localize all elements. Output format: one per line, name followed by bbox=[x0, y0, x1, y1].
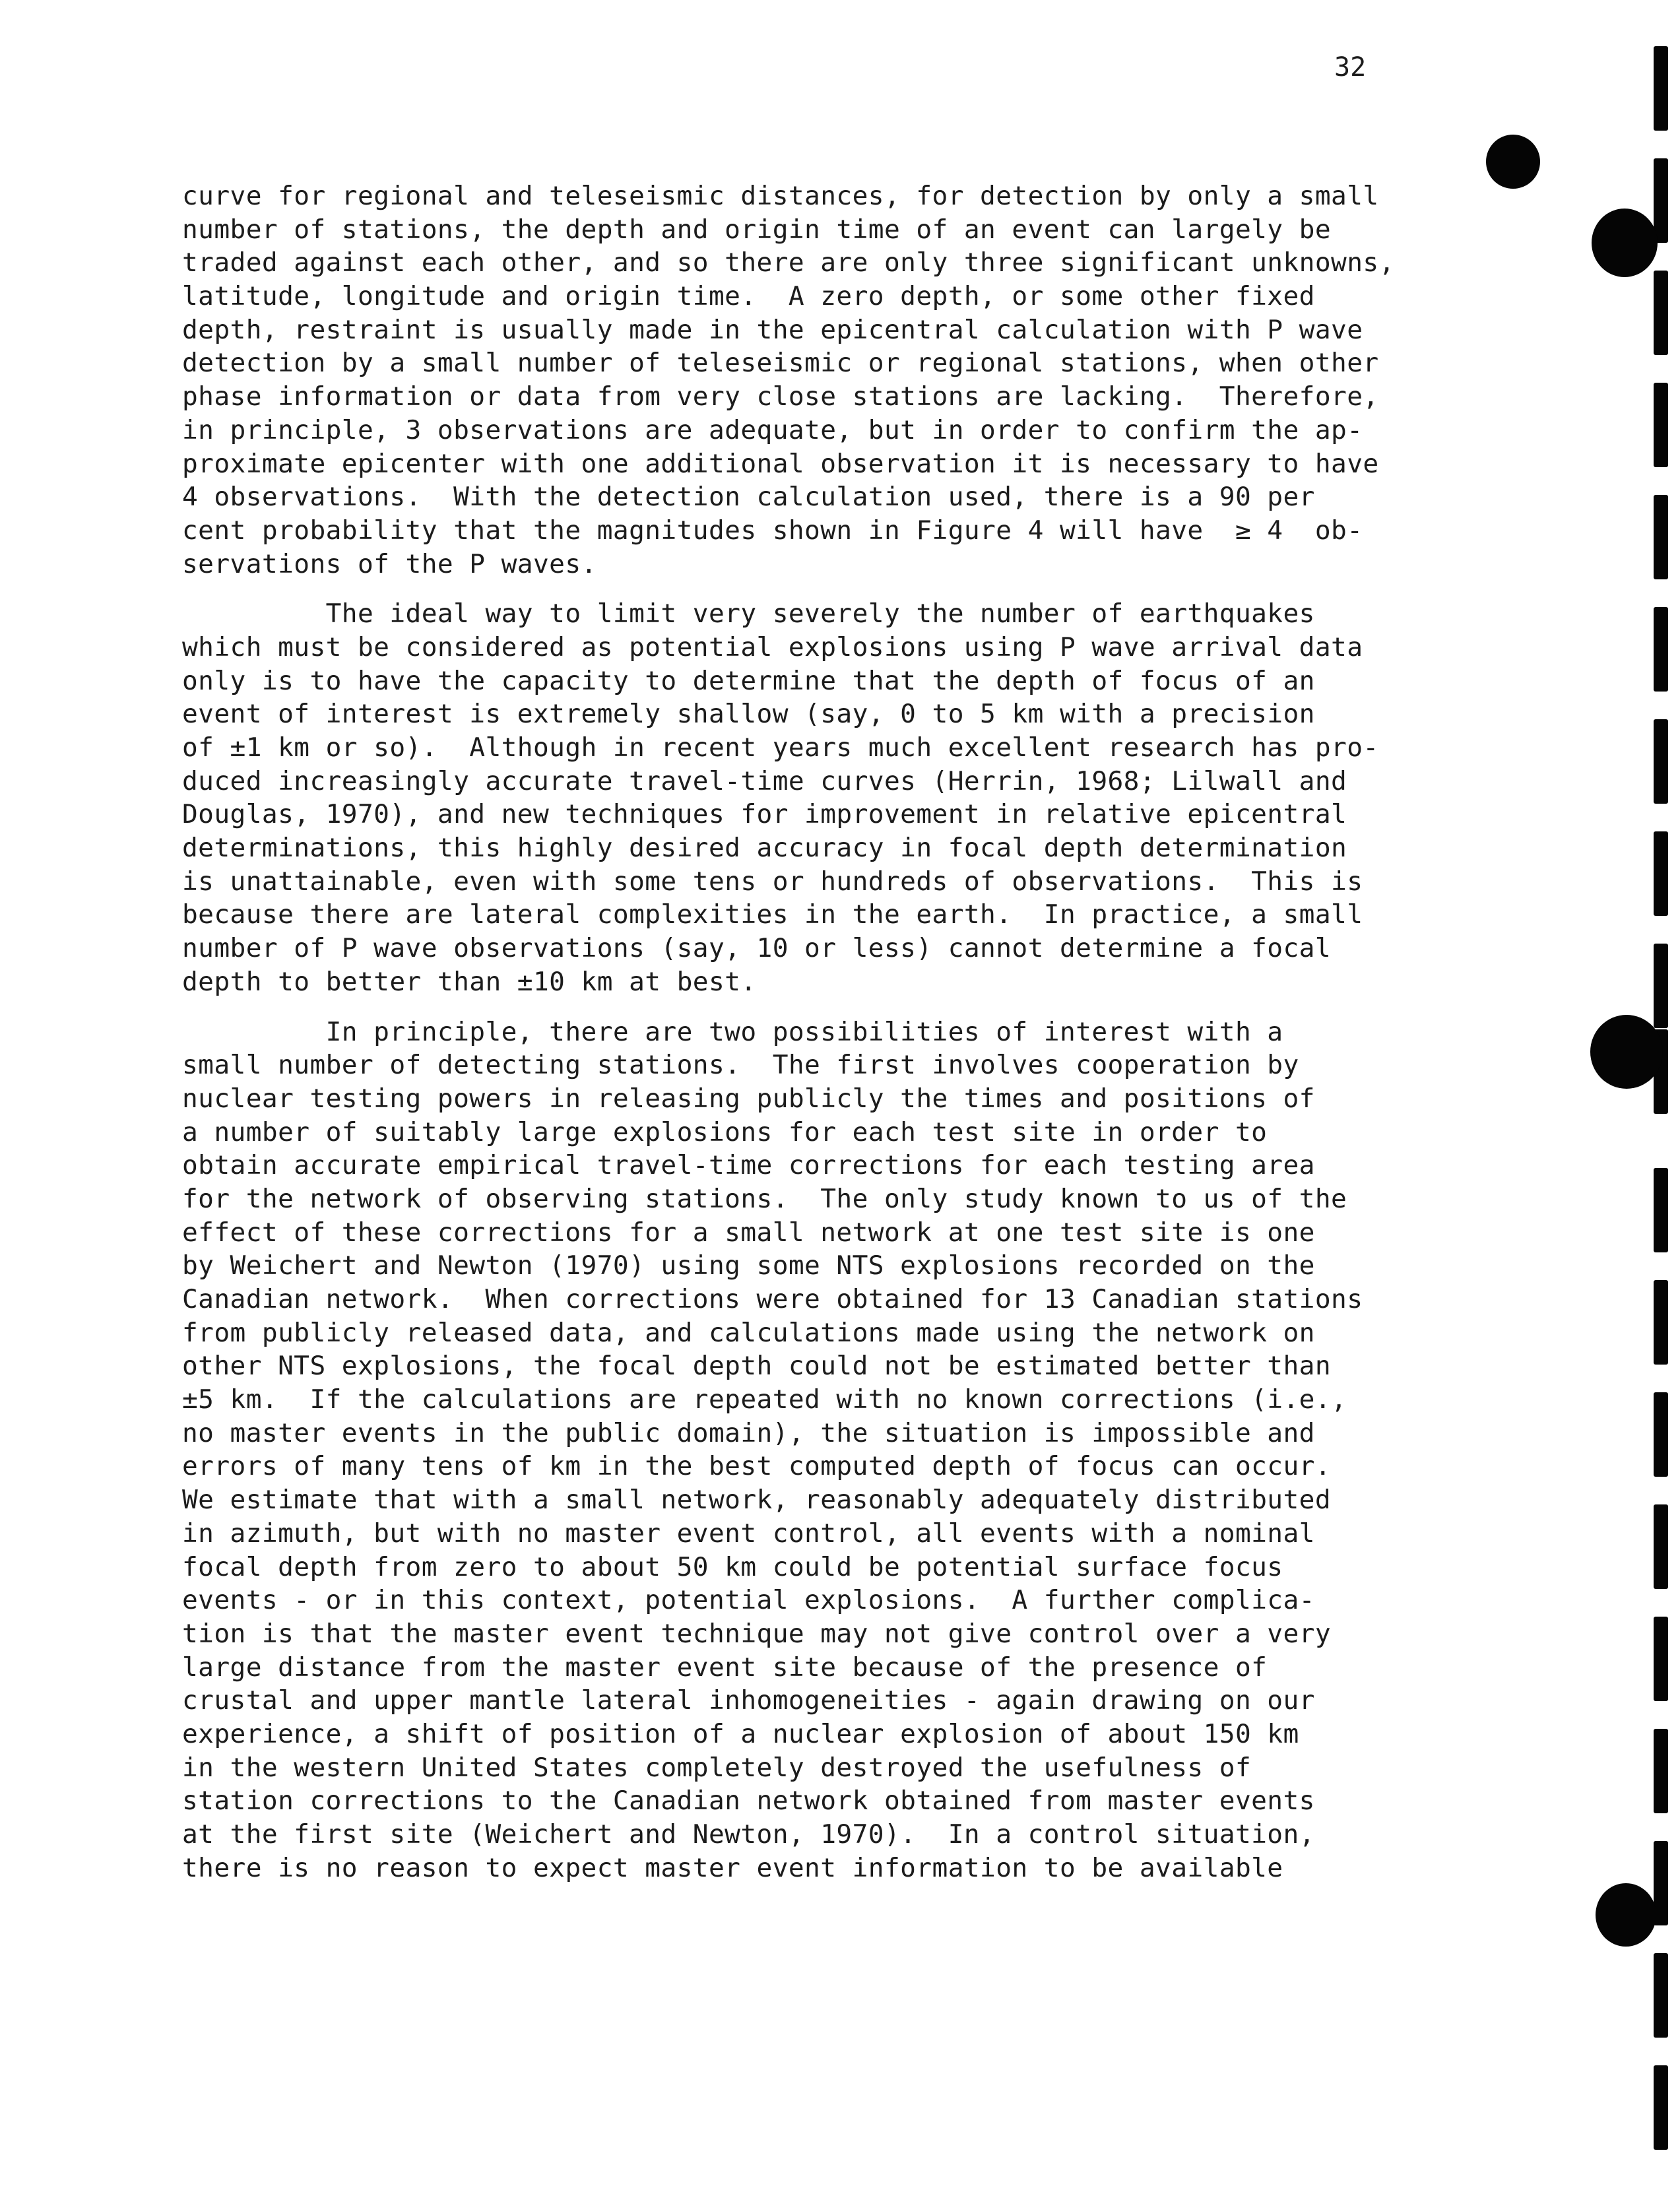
text-line: because there are lateral complexities in the earth. In practice, a small bbox=[182, 899, 1363, 930]
paragraph-3 bbox=[182, 1016, 1449, 1885]
text-line: event of interest is extremely shallow (say, 0 to 5 km with a precision bbox=[182, 699, 1315, 730]
text-line: station corrections to the Canadian network obtained from master events bbox=[182, 1786, 1315, 1817]
text-line: for the network of observing stations. The only study known to us of the bbox=[182, 1183, 1347, 1214]
text-line: only is to have the capacity to determine that the depth of focus of an bbox=[182, 665, 1315, 696]
binding-strip bbox=[1635, 0, 1680, 2194]
binding-mark bbox=[1654, 1280, 1668, 1365]
binding-mark bbox=[1654, 1729, 1668, 1813]
paragraph-2 bbox=[182, 597, 1449, 998]
binding-mark bbox=[1654, 1392, 1668, 1477]
text-line: ±5 km. If the calculations are repeated with no known corrections (i.e., bbox=[182, 1384, 1347, 1415]
text-line: depth to better than ±10 km at best. bbox=[182, 966, 757, 997]
binding-mark bbox=[1654, 1168, 1668, 1252]
text-line: obtain accurate empirical travel-time corrections for each testing area bbox=[182, 1150, 1315, 1181]
text-line: nuclear testing powers in releasing publicly the times and positions of bbox=[182, 1083, 1315, 1114]
binding-mark bbox=[1654, 1617, 1668, 1701]
text-line: duced increasingly accurate travel-time curves (Herrin, 1968; Lilwall and bbox=[182, 765, 1347, 796]
text-line: Douglas, 1970), and new techniques for improvement in relative epicentral bbox=[182, 799, 1347, 830]
binding-mark bbox=[1654, 495, 1668, 579]
text-line: a number of suitably large explosions for each test site in order to bbox=[182, 1116, 1268, 1147]
text-line: We estimate that with a small network, reasonably adequately distributed bbox=[182, 1485, 1332, 1516]
paragraph-1 bbox=[182, 179, 1449, 581]
text-line: detection by a small number of teleseismic or regional stations, when other bbox=[182, 348, 1379, 379]
binding-mark bbox=[1654, 1504, 1668, 1589]
body-text bbox=[182, 179, 1449, 1885]
text-line: Canadian network. When corrections were obtained for 13 Canadian stations bbox=[182, 1284, 1363, 1314]
text-line: of ±1 km or so). Although in recent years much excellent research has pro- bbox=[182, 732, 1379, 763]
text-line: from publicly released data, and calculations made using the network on bbox=[182, 1317, 1315, 1348]
text-line: other NTS explosions, the focal depth could not be estimated better than bbox=[182, 1351, 1332, 1382]
text-line: depth, restraint is usually made in the epicentral calculation with P wave bbox=[182, 314, 1363, 345]
text-line: focal depth from zero to about 50 km could be potential surface focus bbox=[182, 1551, 1283, 1582]
text-line: in the western United States completely destroyed the usefulness of bbox=[182, 1752, 1252, 1783]
text-line: crustal and upper mantle lateral inhomogeneities - again drawing on our bbox=[182, 1685, 1315, 1716]
text-line: In principle, there are two possibilities of interest with a bbox=[182, 1016, 1283, 1047]
text-line: number of stations, the depth and origin time of an event can largely be bbox=[182, 214, 1332, 245]
text-line: proximate epicenter with one additional observation it is necessary to have bbox=[182, 448, 1379, 479]
text-line: is unattainable, even with some tens or hundreds of observations. This is bbox=[182, 866, 1363, 897]
text-line: in azimuth, but with no master event control, all events with a nominal bbox=[182, 1518, 1315, 1549]
text-line: phase information or data from very close stations are lacking. Therefore, bbox=[182, 381, 1379, 412]
punch-hole bbox=[1486, 135, 1540, 189]
text-line: traded against each other, and so there are only three significant unknowns, bbox=[182, 247, 1395, 278]
text-line: by Weichert and Newton (1970) using some NTS explosions recorded on the bbox=[182, 1250, 1315, 1281]
binding-mark bbox=[1654, 607, 1668, 692]
text-line: curve for regional and teleseismic distances, for detection by only a small bbox=[182, 181, 1379, 211]
text-line: which must be considered as potential explosions using P wave arrival data bbox=[182, 631, 1363, 662]
binding-mark bbox=[1654, 383, 1668, 467]
text-line: small number of detecting stations. The first involves cooperation by bbox=[182, 1050, 1299, 1081]
text-line: 4 observations. With the detection calculation used, there is a 90 per bbox=[182, 482, 1315, 513]
punch-hole bbox=[1590, 1015, 1663, 1089]
binding-mark bbox=[1654, 158, 1668, 243]
text-line: errors of many tens of km in the best computed depth of focus can occur. bbox=[182, 1451, 1332, 1482]
text-line: cent probability that the magnitudes shown in Figure 4 will have ≥ 4 ob- bbox=[182, 515, 1363, 546]
text-line: events - or in this context, potential explosions. A further complica- bbox=[182, 1585, 1315, 1616]
text-line: large distance from the master event site because of the presence of bbox=[182, 1652, 1268, 1683]
binding-mark bbox=[1654, 2065, 1668, 2150]
text-line: number of P wave observations (say, 10 or less) cannot determine a focal bbox=[182, 933, 1332, 964]
binding-mark bbox=[1654, 831, 1668, 916]
punch-hole bbox=[1592, 209, 1658, 277]
page-number: 32 bbox=[1334, 52, 1367, 82]
punch-hole bbox=[1596, 1883, 1656, 1947]
text-line: tion is that the master event technique may not give control over a very bbox=[182, 1618, 1332, 1649]
text-line: The ideal way to limit very severely the number of earthquakes bbox=[182, 598, 1315, 629]
text-line: no master events in the public domain), the situation is impossible and bbox=[182, 1417, 1315, 1448]
text-line: determinations, this highly desired accuracy in focal depth determination bbox=[182, 833, 1347, 864]
text-line: experience, a shift of position of a nuclear explosion of about 150 km bbox=[182, 1718, 1299, 1749]
text-line: latitude, longitude and origin time. A zero depth, or some other fixed bbox=[182, 281, 1315, 312]
text-line: at the first site (Weichert and Newton, 1970). In a control situation, bbox=[182, 1819, 1315, 1850]
binding-mark bbox=[1654, 944, 1668, 1028]
text-line: servations of the P waves. bbox=[182, 548, 597, 579]
binding-mark bbox=[1654, 1953, 1668, 2038]
text-line: there is no reason to expect master event information to be available bbox=[182, 1852, 1283, 1883]
text-line: in principle, 3 observations are adequate, but in order to confirm the ap- bbox=[182, 414, 1363, 445]
binding-mark bbox=[1654, 719, 1668, 804]
text-line: effect of these corrections for a small network at one test site is one bbox=[182, 1217, 1315, 1248]
binding-mark bbox=[1654, 271, 1668, 355]
binding-mark bbox=[1654, 46, 1668, 131]
